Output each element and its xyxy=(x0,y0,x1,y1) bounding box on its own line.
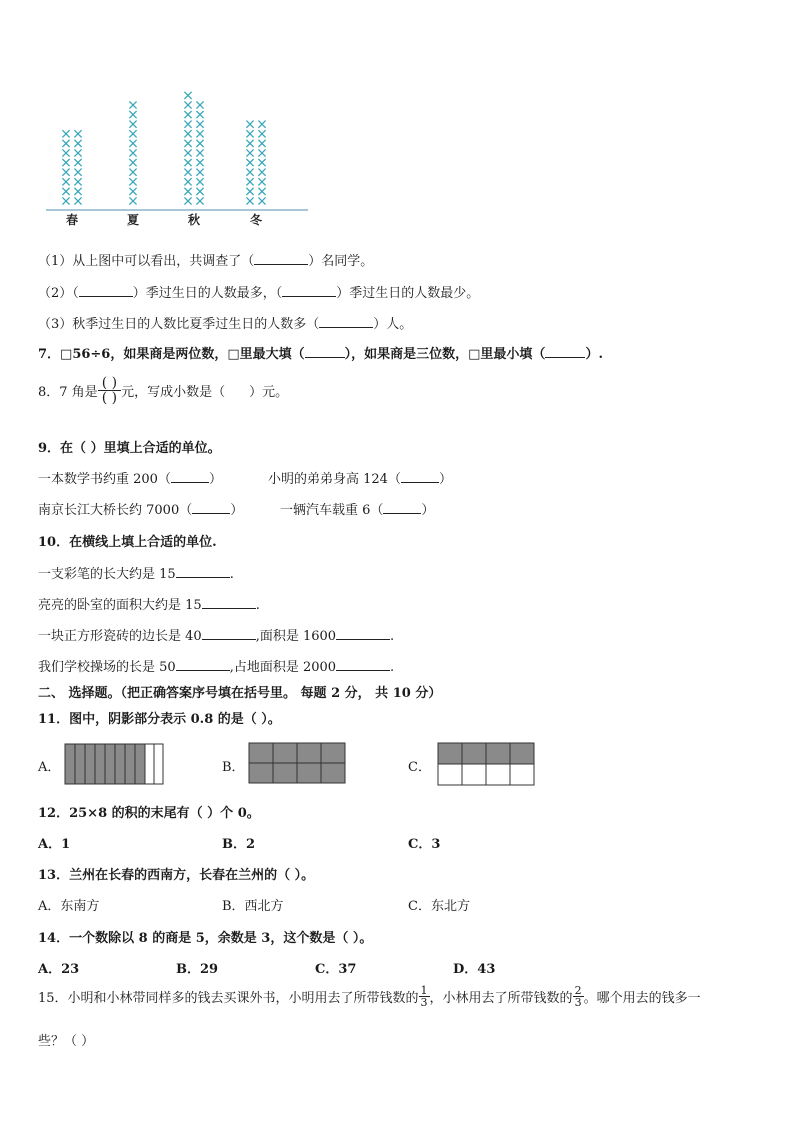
category-label: 夏 xyxy=(126,213,140,227)
cross-marker xyxy=(62,140,69,147)
cross-marker xyxy=(196,149,203,156)
category-label: 春 xyxy=(65,213,79,227)
birthday-season-pictograph xyxy=(38,82,318,232)
q12-option-b[interactable]: B．2 xyxy=(222,837,256,852)
cross-marker xyxy=(62,197,69,204)
answer-blank[interactable] xyxy=(282,284,336,297)
answer-blank[interactable] xyxy=(336,627,390,640)
category-label: 冬 xyxy=(249,213,263,227)
cross-marker xyxy=(62,149,69,156)
cross-marker xyxy=(74,188,81,195)
q11-figure-b xyxy=(248,742,346,784)
q12-option-a[interactable]: A．1 xyxy=(38,837,71,852)
cross-marker xyxy=(258,197,265,204)
answer-blank[interactable] xyxy=(202,596,256,609)
cross-marker xyxy=(246,149,253,156)
answer-blank[interactable] xyxy=(383,501,421,514)
cross-marker xyxy=(129,197,136,204)
fraction-one-third: $\frac{1}{3}$ xyxy=(420,984,428,1009)
cross-marker xyxy=(62,130,69,137)
cross-marker xyxy=(258,188,265,195)
cross-marker xyxy=(246,140,253,147)
question-10a: 一支彩笔的长大约是 15 . xyxy=(38,567,234,582)
cross-marker xyxy=(184,197,191,204)
answer-blank[interactable] xyxy=(401,470,439,483)
answer-blank[interactable] xyxy=(202,627,256,640)
cross-marker xyxy=(129,140,136,147)
q11-option-a-label[interactable]: A． xyxy=(38,760,61,775)
question-13: 13．兰州在长春的西南方，长春在兰州的（ ）。 xyxy=(38,868,315,883)
cross-marker xyxy=(246,169,253,176)
cross-marker xyxy=(246,188,253,195)
question-10d: 我们学校操场的长是 50 ,占地面积是 2000 . xyxy=(38,660,395,675)
cross-marker xyxy=(74,159,81,166)
q11-figure-c xyxy=(437,742,535,786)
q14-option-b[interactable]: B．29 xyxy=(176,962,219,977)
q13-option-c[interactable]: C．东北方 xyxy=(408,899,470,914)
cross-marker xyxy=(196,169,203,176)
cross-marker xyxy=(246,121,253,128)
q12-option-c[interactable]: C．3 xyxy=(408,837,441,852)
cross-marker xyxy=(258,169,265,176)
cross-marker xyxy=(74,197,81,204)
q13-option-a[interactable]: A．东南方 xyxy=(38,899,100,914)
cross-marker xyxy=(196,188,203,195)
cross-marker xyxy=(258,140,265,147)
question-11: 11．图中，阴影部分表示 0.8 的是（ ）。 xyxy=(38,712,281,727)
cross-marker xyxy=(258,130,265,137)
question-12: 12．25×8 的积的末尾有（ ）个 0。 xyxy=(38,806,260,821)
answer-blank[interactable] xyxy=(545,345,585,358)
cross-marker xyxy=(258,121,265,128)
question-15: 15．小明和小林带同样多的钱去买课外书，小明用去了所带钱数的 $\frac{1}{3}$ ，小林用去了所带钱数的 $\frac{2}{3}$ 。哪个用去的钱多一 xyxy=(38,984,701,1009)
cross-marker xyxy=(246,159,253,166)
cross-marker xyxy=(129,111,136,118)
answer-blank[interactable] xyxy=(254,252,308,265)
q11-figure-a xyxy=(64,743,164,785)
category-label: 秋 xyxy=(187,213,201,227)
question-8: 8．7 角是 $\frac{( )}{( )}$ 元，写成小数是（ ）元。 xyxy=(38,375,289,406)
q6-sub1: （1）从上图中可以看出，共调查了（ ）名同学。 xyxy=(38,254,374,269)
cross-marker xyxy=(129,169,136,176)
cross-marker xyxy=(196,101,203,108)
q11-option-c-label[interactable]: C． xyxy=(408,760,431,775)
cross-marker xyxy=(62,159,69,166)
answer-blank[interactable] xyxy=(176,565,230,578)
answer-blank[interactable] xyxy=(319,315,373,328)
question-9d: 一辆汽车载重 6（ ） xyxy=(280,503,435,518)
cross-marker xyxy=(184,169,191,176)
question-9c: 南京长江大桥长约 7000（ ） xyxy=(38,503,244,518)
q6-sub3: （3）秋季过生日的人数比夏季过生日的人数多（ ）人。 xyxy=(38,317,413,332)
cross-marker xyxy=(184,111,191,118)
cross-marker xyxy=(184,121,191,128)
cross-marker xyxy=(258,178,265,185)
cross-marker xyxy=(196,121,203,128)
cross-marker xyxy=(129,121,136,128)
cross-marker xyxy=(258,159,265,166)
q14-option-a[interactable]: A．23 xyxy=(38,962,80,977)
cross-marker xyxy=(129,130,136,137)
q6-sub2: （2）（ ）季过生日的人数最多，（ ）季过生日的人数最少。 xyxy=(38,286,480,301)
answer-blank[interactable] xyxy=(192,501,230,514)
cross-marker xyxy=(129,149,136,156)
cross-marker xyxy=(184,159,191,166)
cross-marker xyxy=(62,169,69,176)
cross-marker xyxy=(129,188,136,195)
cross-marker xyxy=(74,130,81,137)
cross-marker xyxy=(74,169,81,176)
cross-marker xyxy=(184,92,191,99)
cross-marker xyxy=(74,178,81,185)
cross-marker xyxy=(196,130,203,137)
cross-marker xyxy=(196,111,203,118)
cross-marker xyxy=(184,130,191,137)
cross-marker xyxy=(184,149,191,156)
q11-option-b-label[interactable]: B． xyxy=(222,760,245,775)
answer-blank[interactable] xyxy=(79,284,133,297)
question-14: 14．一个数除以 8 的商是 5，余数是 3，这个数是（ ）。 xyxy=(38,931,373,946)
section-2-heading: 二、 选择题。（把正确答案序号填在括号里。 每题 2 分， 共 10 分） xyxy=(38,686,442,701)
question-10-title: 10．在横线上填上合适的单位. xyxy=(38,535,217,550)
question-10c: 一块正方形瓷砖的边长是 40 ,面积是 1600 . xyxy=(38,629,395,644)
question-15-line2: 些？（ ） xyxy=(38,1034,95,1049)
answer-blank[interactable] xyxy=(176,658,230,671)
cross-marker xyxy=(62,188,69,195)
cross-marker xyxy=(196,140,203,147)
cross-marker xyxy=(129,178,136,185)
question-9-title: 9．在（ ）里填上合适的单位。 xyxy=(38,441,221,456)
answer-blank[interactable] xyxy=(171,470,209,483)
fraction-blank[interactable]: $\frac{( )}{( )}$ xyxy=(98,376,121,405)
cross-marker xyxy=(184,178,191,185)
question-9b: 小明的弟弟身高 124（ ） xyxy=(268,472,452,487)
cross-marker xyxy=(62,178,69,185)
question-10b: 亮亮的卧室的面积大约是 15 . xyxy=(38,598,260,613)
cross-marker xyxy=(74,140,81,147)
answer-blank[interactable] xyxy=(305,345,345,358)
q14-option-c[interactable]: C．37 xyxy=(315,962,357,977)
cross-marker xyxy=(246,197,253,204)
cross-marker xyxy=(184,101,191,108)
cross-marker xyxy=(129,159,136,166)
cross-marker xyxy=(129,101,136,108)
cross-marker xyxy=(258,149,265,156)
fraction-two-thirds: $\frac{2}{3}$ xyxy=(574,984,582,1009)
answer-blank[interactable] xyxy=(336,658,390,671)
q14-option-d[interactable]: D．43 xyxy=(453,962,496,977)
cross-marker xyxy=(246,178,253,185)
cross-marker xyxy=(74,149,81,156)
cross-marker xyxy=(196,197,203,204)
cross-marker xyxy=(184,140,191,147)
cross-marker xyxy=(196,178,203,185)
cross-marker xyxy=(196,159,203,166)
q13-option-b[interactable]: B．西北方 xyxy=(222,899,284,914)
cross-marker xyxy=(184,188,191,195)
question-7: 7．□56÷6，如果商是两位数，□里最大填（ ），如果商是三位数，□里最小填（ ）. xyxy=(38,347,603,362)
cross-marker xyxy=(246,130,253,137)
question-9a: 一本数学书约重 200（ ） xyxy=(38,472,222,487)
